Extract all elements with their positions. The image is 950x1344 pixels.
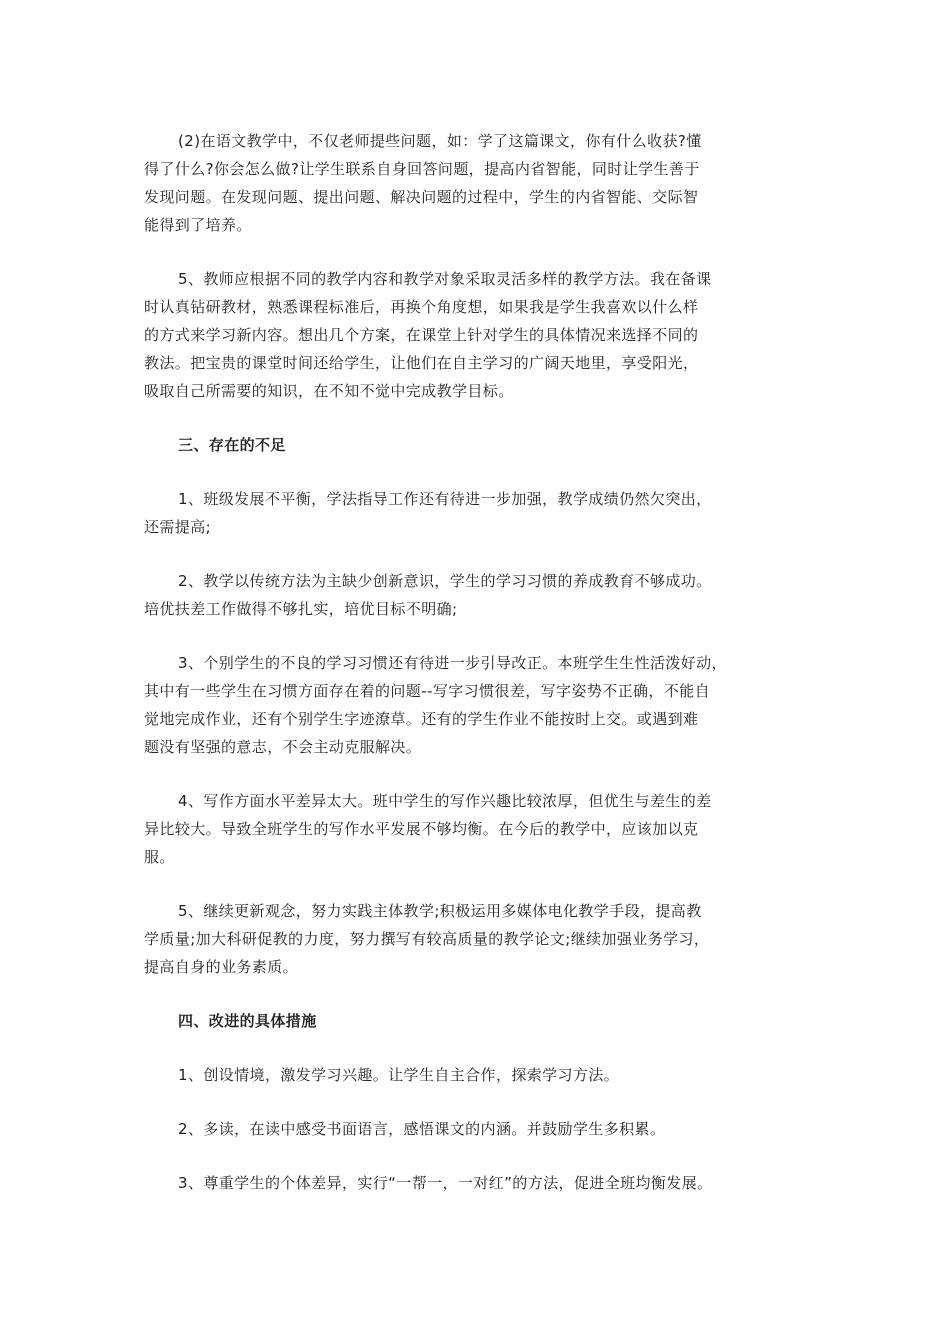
paragraph-line: 能得到了培养。 <box>144 216 252 234</box>
document-page <box>144 127 816 1197</box>
paragraph-line: 服。 <box>144 848 175 866</box>
paragraph-line: 还需提高; <box>144 518 212 536</box>
body-paragraph <box>144 897 816 981</box>
paragraph-line: 其中有一些学生在习惯方面存在着的问题--写字习惯很差，写字姿势不正确，不能自 <box>144 682 711 700</box>
section-heading: 三、存在的不足 <box>178 436 286 454</box>
body-paragraph <box>144 265 816 405</box>
body-paragraph <box>144 1061 816 1089</box>
paragraph-line: 觉地完成作业，还有个别学生字迹潦草。还有的学生作业不能按时上交。或遇到难 <box>144 710 699 728</box>
paragraph-line: 培优扶差工作做得不够扎实，培优目标不明确; <box>144 600 458 618</box>
paragraph-line: 5、教师应根据不同的教学内容和教学对象采取灵活多样的教学方法。我在备课 <box>178 270 712 288</box>
body-paragraph <box>144 485 816 541</box>
paragraph-line: 时认真钻研教材，熟悉课程标准后，再换个角度想，如果我是学生我喜欢以什么样 <box>144 298 699 316</box>
paragraph-line: 提高自身的业务素质。 <box>144 958 299 976</box>
paragraph-line: 发现问题。在发现问题、提出问题、解决问题的过程中，学生的内省智能、交际智 <box>144 188 699 206</box>
paragraph-line: 异比较大。导致全班学生的写作水平发展不够均衡。在今后的教学中，应该加以克 <box>144 820 699 838</box>
paragraph-line: 教法。把宝贵的课堂时间还给学生，让他们在自主学习的广阔天地里，享受阳光， <box>144 354 699 372</box>
paragraph-gap <box>144 1143 816 1169</box>
paragraph-gap <box>144 981 816 1007</box>
paragraph-gap <box>144 1089 816 1115</box>
paragraph-line: 1、创设情境，激发学习兴趣。让学生自主合作，探索学习方法。 <box>178 1066 620 1084</box>
paragraph-line: 题没有坚强的意志，不会主动克服解决。 <box>144 738 422 756</box>
body-paragraph <box>144 649 816 761</box>
paragraph-line: 学质量;加大科研促教的力度，努力撰写有较高质量的教学论文;继续加强业务学习， <box>144 930 710 948</box>
paragraph-line: 吸取自己所需要的知识，在不知不觉中完成教学目标。 <box>144 382 514 400</box>
paragraph-gap <box>144 459 816 485</box>
paragraph-line: 的方式来学习新内容。想出几个方案，在课堂上针对学生的具体情况来选择不同的 <box>144 326 699 344</box>
paragraph-gap <box>144 761 816 787</box>
paragraph-line: (2)在语文教学中，不仅老师提些问题，如：学了这篇课文，你有什么收获?懂 <box>178 132 702 150</box>
body-paragraph <box>144 1169 816 1197</box>
body-paragraph <box>144 567 816 623</box>
paragraph-line: 得了什么?你会怎么做?让学生联系自身回答问题，提高内省智能，同时让学生善于 <box>144 160 700 178</box>
paragraph-gap <box>144 541 816 567</box>
paragraph-line: 2、教学以传统方法为主缺少创新意识，学生的学习习惯的养成教育不够成功。 <box>178 572 712 590</box>
paragraph-line: 5、继续更新观念，努力实践主体教学;积极运用多媒体电化教学手段，提高教 <box>178 902 702 920</box>
paragraph-line: 3、尊重学生的个体差异，实行“一帮一，一对红”的方法，促进全班均衡发展。 <box>178 1174 713 1192</box>
body-paragraph <box>144 787 816 871</box>
paragraph-line: 3、个别学生的不良的学习习惯还有待进一步引导改正。本班学生生性活泼好动， <box>178 654 727 672</box>
paragraph-line: 1、班级发展不平衡，学法指导工作还有待进一步加强，教学成绩仍然欠突出， <box>178 490 712 508</box>
paragraph-line: 4、写作方面水平差异太大。班中学生的写作兴趣比较浓厚，但优生与差生的差 <box>178 792 712 810</box>
paragraph-line: 2、多读，在读中感受书面语言，感悟课文的内涵。并鼓励学生多积累。 <box>178 1120 666 1138</box>
paragraph-gap <box>144 1035 816 1061</box>
body-paragraph <box>144 1115 816 1143</box>
body-paragraph <box>144 127 816 239</box>
paragraph-gap <box>144 405 816 431</box>
paragraph-gap <box>144 239 816 265</box>
paragraph-gap <box>144 623 816 649</box>
section-heading: 四、改进的具体措施 <box>178 1012 317 1030</box>
paragraph-gap <box>144 871 816 897</box>
